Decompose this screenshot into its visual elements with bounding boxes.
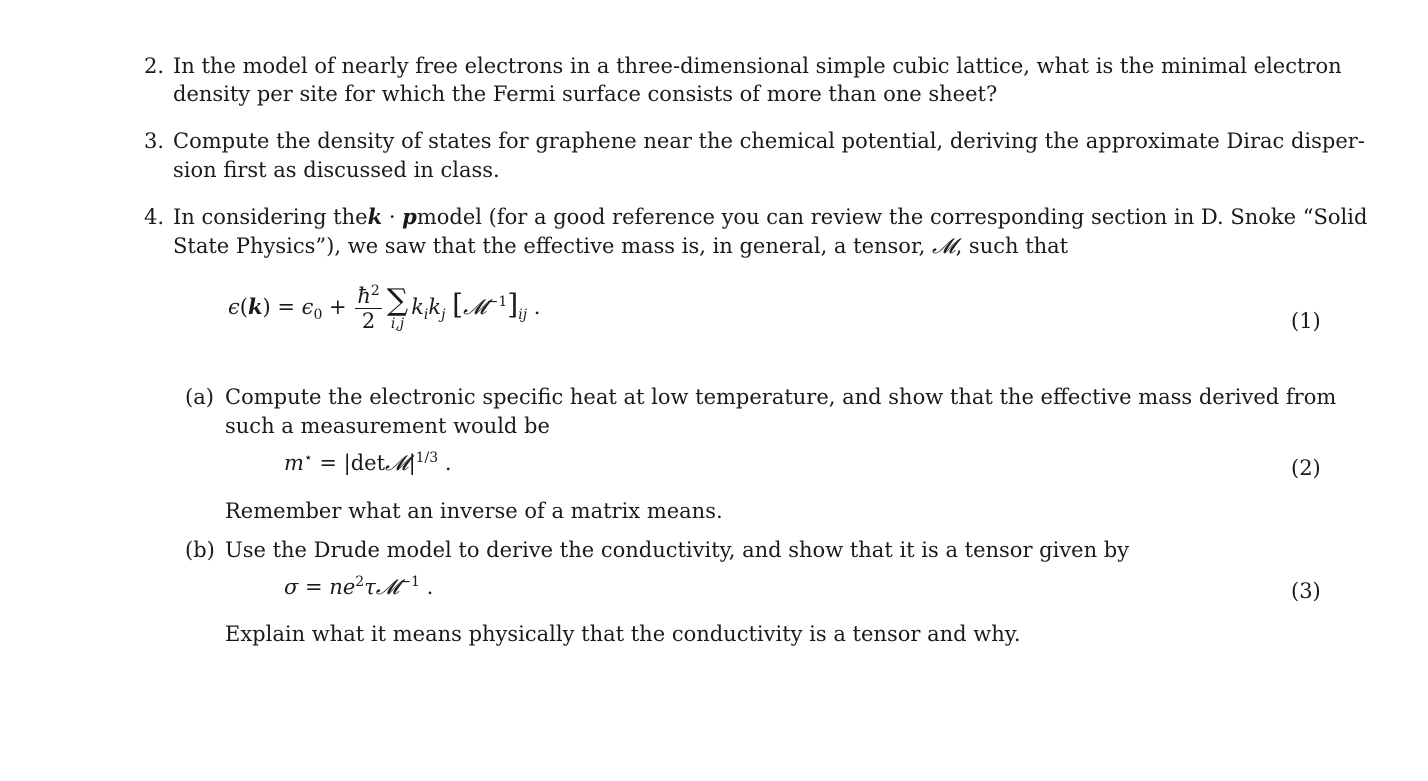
q4-line-1-start: In considering the bbox=[173, 205, 368, 229]
q2-line-1: In the model of nearly free electrons in a three-dimensional simple cubic lattice, what is the minimal electron bbox=[173, 54, 1342, 78]
q4-number: 4. bbox=[144, 205, 165, 229]
q4-line-1-end: model (for a good reference you can review the corresponding section in D. Snoke “Solid bbox=[416, 205, 1368, 229]
equation-2-number: (2) bbox=[1291, 456, 1321, 480]
kp-symbol: k · p bbox=[367, 204, 417, 229]
part-b-line-1: Use the Drude model to derive the conductivity, and show that it is a tensor given by bbox=[225, 538, 1130, 562]
q3-number: 3. bbox=[144, 129, 165, 153]
equation-3: $\sigma = ne^2\tau 𝓜^{-1}$ . bbox=[284, 574, 434, 599]
q4-line-2-tail: , such that bbox=[955, 234, 1069, 258]
q3-line-2: sion first as discussed in class. bbox=[173, 158, 500, 182]
equation-1-number: (1) bbox=[1291, 309, 1321, 333]
mass-tensor-symbol: 𝓜 bbox=[932, 234, 956, 258]
sum-symbol: ∑ i,j bbox=[386, 282, 409, 332]
q4-line-2-text: State Physics”), we saw that the effective mass is, in general, a tensor, bbox=[173, 234, 926, 258]
part-a-remember: Remember what an inverse of a matrix means. bbox=[225, 499, 723, 523]
q2-line-2: density per site for which the Fermi surface consists of more than one sheet? bbox=[173, 82, 998, 106]
equation-1: $\epsilon(k) = \epsilon_0$ + $\frac{ħ^2}{2}$ ∑ i,j $k_ik_j$ $[𝓜^{-1}]_{ij}$ . bbox=[228, 282, 541, 333]
part-a-line-1: Compute the electronic specific heat at low temperature, and show that the effective mass derived from bbox=[225, 385, 1337, 409]
q2-number: 2. bbox=[144, 54, 165, 78]
q4-line-1 bbox=[173, 203, 1368, 231]
part-a-line-2: such a measurement would be bbox=[225, 414, 550, 438]
equation-3-number: (3) bbox=[1291, 579, 1321, 603]
part-a-label: (a) bbox=[185, 385, 214, 409]
q3-line-1: Compute the density of states for graphene near the chemical potential, deriving the approximate Dirac disper- bbox=[173, 129, 1365, 153]
part-b-explain: Explain what it means physically that the conductivity is a tensor and why. bbox=[225, 622, 1021, 646]
part-b-label: (b) bbox=[185, 538, 215, 562]
hbar-fraction: $\frac{ħ^2}{2}$ bbox=[357, 283, 380, 333]
equation-2: $m^⋆ = |\det 𝓜|^{1/3}$ . bbox=[284, 450, 452, 475]
q4-line-2 bbox=[173, 232, 1068, 260]
